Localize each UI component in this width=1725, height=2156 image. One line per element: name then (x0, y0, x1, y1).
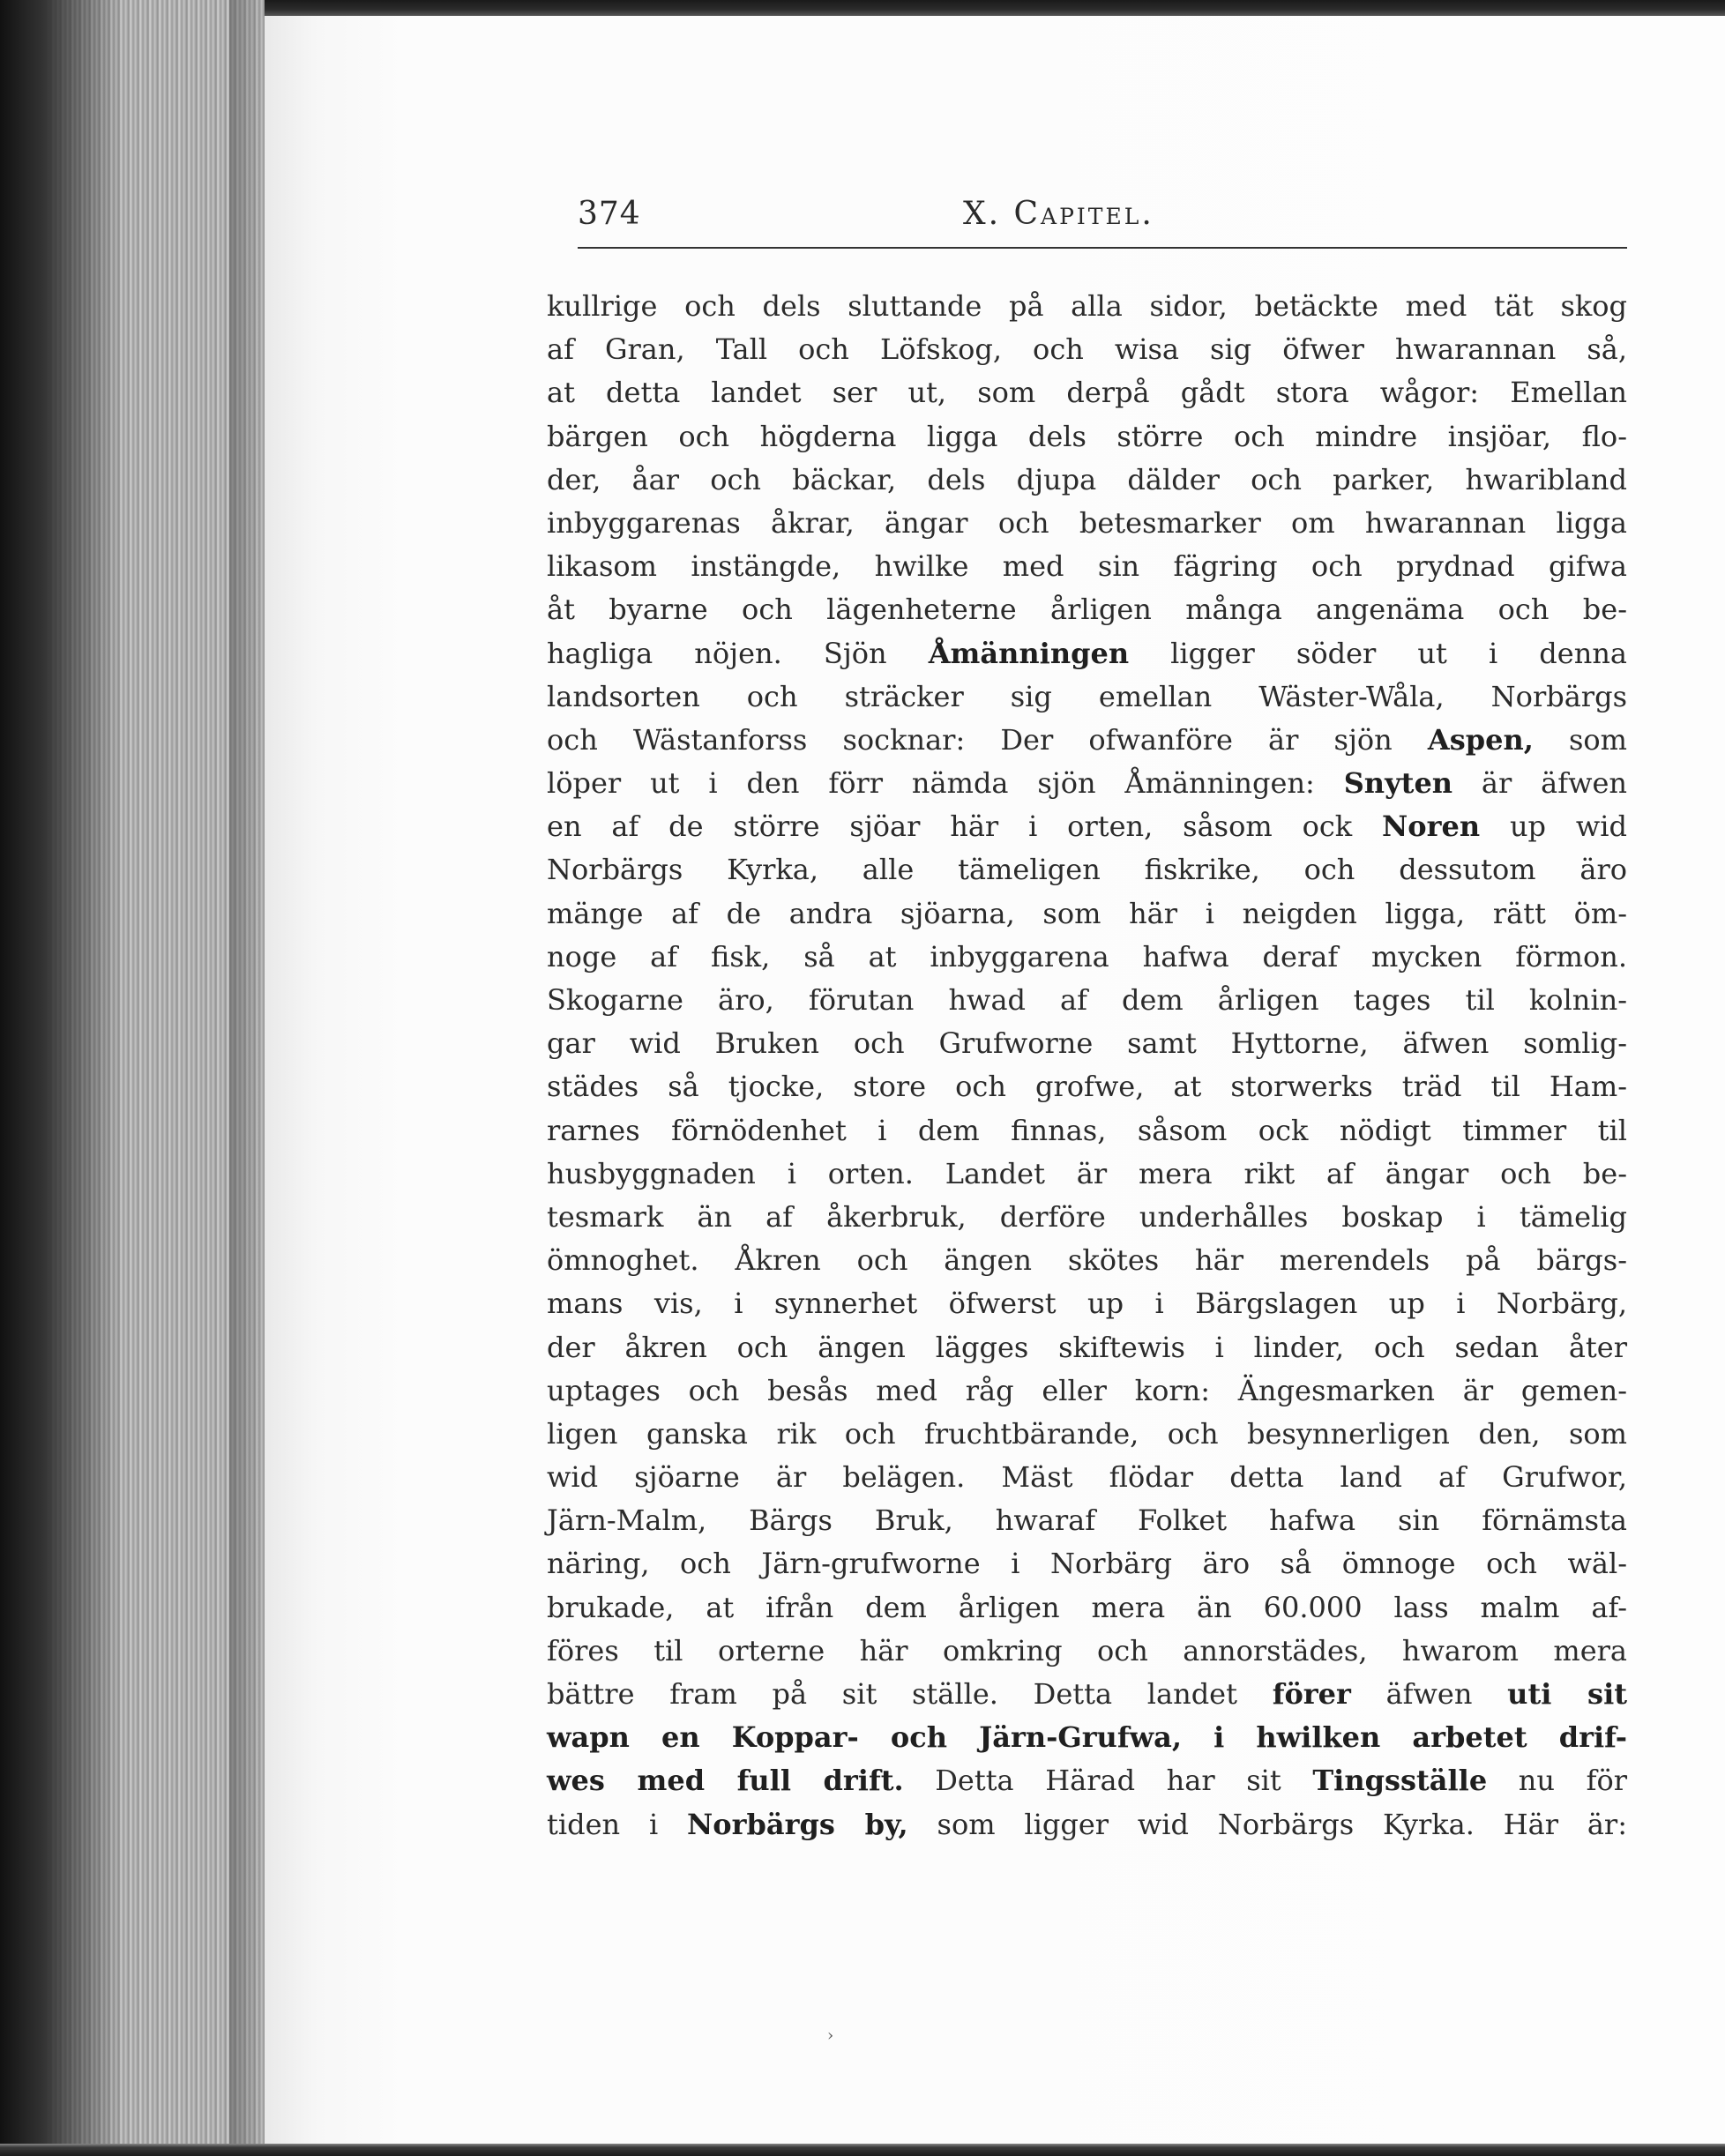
text-segment: landsorten och sträcker sig emellan Wäster-Wåla, Norbärgs (547, 679, 1627, 713)
text-line (547, 1282, 1627, 1325)
text-segment: ligger söder ut i denna (1129, 636, 1628, 670)
text-segment: nu för (1487, 1764, 1628, 1798)
text-line (547, 1673, 1627, 1716)
text-line (547, 1196, 1627, 1239)
text-segment: husbyggnaden i orten. Landet är mera rikt af ängar och be- (547, 1156, 1627, 1190)
text-segment: der åkren och ängen lägges skiftewis i linder, och sedan åter (547, 1330, 1627, 1364)
text-line (547, 1803, 1627, 1846)
text-line (547, 1542, 1627, 1585)
text-line (547, 1022, 1627, 1065)
text-segment: ömnoghet. Åkren och ängen skötes här merendels på bärgs- (547, 1243, 1627, 1278)
text-line (547, 1239, 1627, 1282)
bold-term: wapn en Koppar- och Järn-Grufwa, i hwilken arbetet drif- (547, 1720, 1627, 1755)
book-spine-shadow (0, 0, 123, 2156)
text-line (547, 762, 1627, 805)
text-segment: tiden i (547, 1807, 688, 1841)
text-line (547, 415, 1627, 459)
text-line (547, 936, 1627, 979)
text-segment: äfwen (1350, 1677, 1508, 1711)
text-segment: bärgen och högderna ligga dels större och mindre insjöar, flo- (547, 419, 1627, 453)
text-line (547, 371, 1627, 414)
text-segment: gar wid Bruken och Grufworne samt Hyttorne, äfwen somlig- (547, 1026, 1627, 1061)
text-segment: kullrige och dels sluttande på alla sidor, betäckte med tät skog (547, 289, 1627, 323)
text-line (547, 285, 1627, 328)
text-line (547, 459, 1627, 502)
text-line (547, 892, 1627, 936)
text-segment: städes så tjocke, store och grofwe, at storwerks träd til Ham- (547, 1070, 1627, 1104)
text-segment: rarnes förnödenhet i dem finnas, såsom ock nödigt timmer til (547, 1113, 1627, 1147)
text-line (547, 1153, 1627, 1196)
bold-term: Noren (1382, 809, 1481, 844)
bold-term: Norbärgs by, (687, 1807, 908, 1841)
text-line (547, 1065, 1627, 1108)
scan-edge-bottom (0, 2144, 1725, 2156)
text-line (547, 848, 1627, 891)
text-segment: der, åar och bäckar, dels djupa dälder och parker, hwaribland (547, 462, 1627, 496)
text-segment: noge af fisk, så at inbyggarena hafwa deraf mycken förmon. (547, 939, 1627, 974)
text-line (547, 632, 1627, 675)
bold-term: förer (1272, 1677, 1351, 1711)
text-segment: inbyggarenas åkrar, ängar och betesmarker om hwarannan ligga (547, 505, 1627, 540)
text-segment: Skogarne äro, förutan hwad af dem årligen tages til kolnin- (547, 983, 1627, 1017)
text-segment: Norbärgs Kyrka, alle tämeligen fiskrike, och dessutom äro (547, 853, 1627, 887)
text-line (547, 1630, 1627, 1673)
text-segment: är äfwen (1452, 766, 1627, 801)
text-segment: näring, och Järn-grufworne i Norbärg äro så ömnoge och wäl- (547, 1547, 1627, 1581)
bold-term: Åmänningen (928, 636, 1130, 670)
page-number: 374 (578, 196, 641, 232)
bold-term: Snyten (1343, 766, 1453, 801)
text-segment: up wid (1480, 809, 1628, 844)
chapter-title: X. Capitel. (963, 196, 1154, 232)
bold-term: wes med full drift. (547, 1764, 904, 1798)
text-segment: som ligger wid Norbärgs Kyrka. Här är: (907, 1807, 1628, 1841)
text-segment: bättre fram på sit ställe. Detta landet (547, 1677, 1273, 1711)
header-rule (578, 247, 1627, 249)
text-line (547, 1586, 1627, 1630)
text-segment: at detta landet ser ut, som derpå gådt stora wågor: Emellan (547, 376, 1627, 410)
text-line (547, 1413, 1627, 1456)
text-segment: mans vis, i synnerhet öfwerst up i Bärgslagen up i Norbärg, (547, 1287, 1627, 1321)
bold-term: uti sit (1507, 1677, 1628, 1711)
text-line (547, 1759, 1627, 1802)
text-segment: Detta Härad har sit (903, 1764, 1313, 1798)
text-line (547, 1326, 1627, 1369)
text-segment: hagliga nöjen. Sjön (547, 636, 929, 670)
text-segment: af Gran, Tall och Löfskog, och wisa sig öfwer hwarannan så, (547, 332, 1627, 367)
text-line (547, 1499, 1627, 1542)
text-segment: som (1533, 722, 1627, 757)
text-line (547, 588, 1627, 631)
text-segment: löper ut i den förr nämda sjön Åmänningen: (547, 766, 1344, 801)
text-segment: likasom instängde, hwilke med sin fägring och prydnad gifwa (547, 549, 1627, 584)
text-line (547, 1369, 1627, 1413)
text-line (547, 328, 1627, 371)
text-segment: ligen ganska rik och fruchtbärande, och besynnerligen den, som (547, 1416, 1627, 1451)
text-segment: Järn-Malm, Bärgs Bruk, hwaraf Folket hafwa sin förnämsta (547, 1503, 1627, 1538)
text-line (547, 719, 1627, 762)
text-line (547, 979, 1627, 1022)
text-line (547, 545, 1627, 588)
running-head (578, 196, 1627, 240)
footer-mark: › (827, 2026, 834, 2045)
text-segment: tesmark än af åkerbruk, derföre underhålles boskap i tämelig (547, 1199, 1627, 1234)
text-segment: uptages och besås med råg eller korn: Ängesmarken är gemen- (547, 1373, 1627, 1407)
text-segment: mänge af de andra sjöarna, som här i neigden ligga, rätt öm- (547, 896, 1627, 930)
text-segment: brukade, at ifrån dem årligen mera än 60.000 lass malm af- (547, 1590, 1627, 1624)
text-segment: en af de större sjöar här i orten, såsom ock (547, 809, 1383, 844)
text-segment: åt byarne och lägenheterne årligen många angenäma och be- (547, 593, 1627, 627)
bold-term: Tingsställe (1312, 1764, 1488, 1798)
text-segment: wid sjöarne är belägen. Mäst flödar detta land af Grufwor, (547, 1460, 1627, 1495)
text-segment: och Wästanforss socknar: Der ofwanföre är sjön (547, 722, 1428, 757)
text-line (547, 805, 1627, 848)
text-segment: föres til orterne här omkring och annorstädes, hwarom mera (547, 1633, 1627, 1667)
body-text (547, 285, 1627, 1846)
text-line (547, 675, 1627, 719)
text-line (547, 502, 1627, 545)
bold-term: Aspen, (1427, 722, 1534, 757)
text-line (547, 1456, 1627, 1499)
text-line (547, 1109, 1627, 1153)
text-line (547, 1716, 1627, 1759)
